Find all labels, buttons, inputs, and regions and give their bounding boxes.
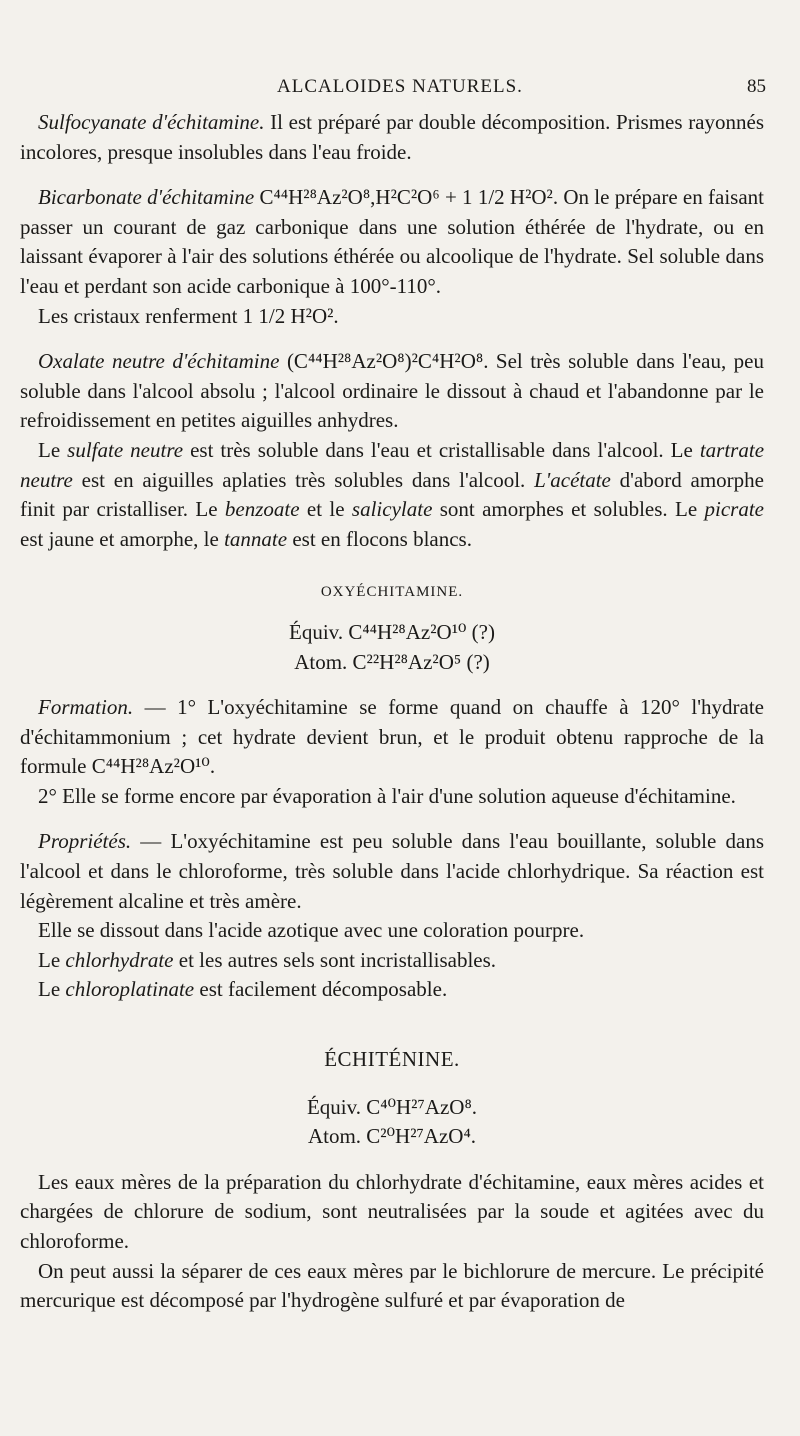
formula-equiv-oxyechitamine: Équiv. C⁴⁴H²⁸Az²O¹⁰ (?) (289, 619, 495, 644)
term-proprietes: Propriétés. (38, 829, 132, 854)
paragraph-cristaux: Les cristaux renferment 1 1/2 H²O². (38, 303, 339, 328)
paragraph-chloroplatinate: Le chloroplatinate est facilement décomposable. (38, 977, 448, 1002)
paragraph-azotique: Elle se dissout dans l'acide azotique avec une coloration pourpre. (38, 918, 585, 943)
paragraph-sels: Le sulfate neutre est très soluble dans l'eau et cristallisable dans l'alcool. Le tartrate neutre est en aiguilles aplaties très solubles dans l'alcool. L'acétate d'abord amorphe finit par cristalliser. Le benzoate et le salicylate sont amorphes et solubles. Le picrate est jaune et amorphe, le tannate est en flocons blancs. (20, 437, 765, 551)
term-tartrate: tartrate neutre (20, 437, 765, 492)
page-body (20, 108, 764, 1316)
paragraph-proprietes: Propriétés. — L'oxyéchitamine est peu soluble dans l'eau bouillante, soluble dans l'alcool et dans le chloroforme, très soluble dans l'acide chlorhydrique. Sa réaction est légèrement alcaline et très amère. (20, 829, 764, 913)
term-chloroplatinate: chloroplatinate (65, 977, 195, 1002)
paragraph-sulfocyanate: Sulfocyanate d'échitamine. Il est préparé par double décomposition. Prismes rayonnés incolores, presque insolubles dans l'eau froide. (20, 110, 764, 164)
paragraph-eaux-meres: Les eaux mères de la préparation du chlorhydrate d'échitamine, eaux mères acides et chargées de chlorure de sodium, sont neutralisées par la soude et agitées avec du chloroforme. (20, 1169, 764, 1253)
section-title-echitenine: ÉCHITÉNINE. (324, 1047, 460, 1072)
term-salicylate: salicylate (351, 497, 433, 522)
term-oxalate: Oxalate neutre d'échitamine (38, 349, 280, 374)
term-tannate: tannate (224, 526, 288, 551)
paragraph-bichlorure: On peut aussi la séparer de ces eaux mères par le bichlorure de mercure. Le précipité mercurique est décomposé par l'hydrogène sulfuré et par évaporation de (20, 1258, 764, 1313)
page-header (0, 76, 800, 104)
formula-atom-echitenine: Atom. C²⁰H²⁷AzO⁴. (307, 1124, 477, 1149)
term-bicarbonate: Bicarbonate d'échitamine (38, 185, 255, 210)
term-benzoate: benzoate (224, 497, 300, 522)
paragraph-formation: Formation. — 1° L'oxyéchitamine se forme quand on chauffe à 120° l'hydrate d'échitammonium ; cet hydrate devient brun, et le produit obtenu rapproche de la formule C⁴⁴H²⁸Az²O¹⁰. (20, 695, 764, 779)
term-sulfate: sulfate neutre (67, 437, 184, 462)
paragraph-oxalate: Oxalate neutre d'échitamine (C⁴⁴H²⁸Az²O⁸)²C⁴H²O⁸. Sel très soluble dans l'eau, peu soluble dans l'alcool absolu ; l'alcool ordinaire le dissout à chaud et l'abandonne par le refroidissement en petites aiguilles anhydres. (20, 349, 765, 433)
term-acetate: L'acétate (534, 467, 611, 492)
paragraph-bicarbonate: Bicarbonate d'échitamine C⁴⁴H²⁸Az²O⁸,H²C²O⁶ + 1 1/2 H²O². On le prépare en faisant passer un courant de gaz carbonique dans une solution éthérée de l'hydrate, ou en laissant évaporer à l'air des solutions éthérée ou alcoolique de l'hydrate. Sel soluble dans l'eau et perdant son acide carbonique à 100°-110°. (20, 185, 764, 298)
term-formation: Formation. (38, 695, 134, 720)
term-chlorhydrate: chlorhydrate (65, 947, 174, 972)
term-sulfocyanate: Sulfocyanate d'échitamine. (38, 110, 265, 134)
section-title-oxyechitamine: OXYÉCHITAMINE. (320, 584, 464, 601)
formula-atom-oxyechitamine: Atom. C²²H²⁸Az²O⁵ (?) (294, 649, 490, 674)
formula-equiv-echitenine: Équiv. C⁴⁰H²⁷AzO⁸. (306, 1094, 478, 1119)
term-picrate: picrate (704, 497, 764, 522)
paragraph-chlorhydrate: Le chlorhydrate et les autres sels sont incristallisables. (38, 947, 497, 972)
page-number: 85 (747, 76, 766, 97)
running-title: ALCALOIDES NATURELS. (277, 76, 523, 97)
paragraph-formation-2: 2° Elle se forme encore par évaporation à l'air d'une solution aqueuse d'échitamine. (38, 783, 736, 808)
